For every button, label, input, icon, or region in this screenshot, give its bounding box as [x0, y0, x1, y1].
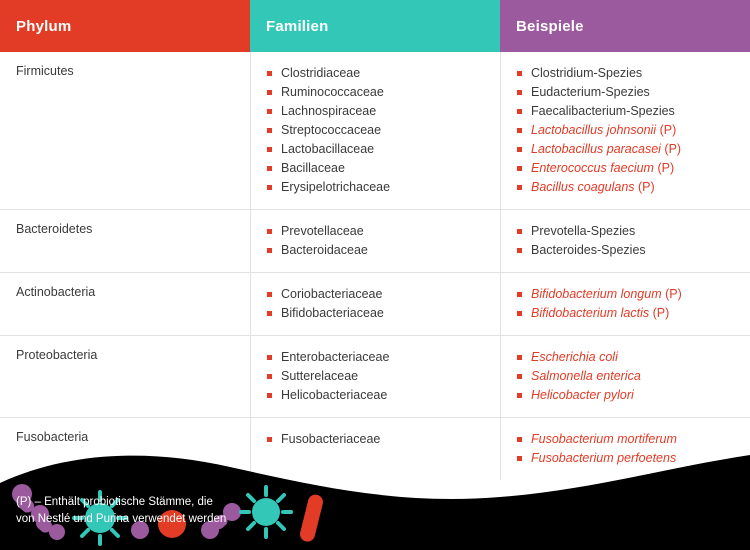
beispiel-label: Bifidobacterium lactis: [531, 306, 650, 320]
phylum-label: Bacteroidetes: [16, 222, 93, 236]
cell-phylum: [0, 210, 250, 272]
beispiel-label: Bacteroides-Spezies: [531, 243, 646, 257]
list-item: [267, 159, 492, 178]
header-cell-familien: [250, 0, 500, 52]
cell-familien: [250, 52, 500, 209]
list-item: [267, 178, 492, 197]
beispiel-suffix: (P): [649, 306, 670, 320]
bullet-icon: [517, 374, 522, 379]
familie-label: Lachnospiraceae: [281, 104, 377, 118]
phylum-label: Proteobacteria: [16, 348, 98, 362]
list-item: [267, 121, 492, 140]
bullet-icon: [267, 128, 272, 133]
bullet-icon: [267, 355, 272, 360]
bullet-icon: [517, 185, 522, 190]
footer-band: [0, 445, 750, 550]
familien-list: [267, 285, 492, 323]
bullet-icon: [517, 147, 522, 152]
familie-label: Fusobacteriaceae: [281, 432, 381, 446]
cell-beispiele: [500, 336, 750, 417]
bullet-icon: [517, 166, 522, 171]
table-row: [0, 336, 750, 418]
table-row: [0, 273, 750, 336]
bullet-icon: [517, 393, 522, 398]
phylum-label: Firmicutes: [16, 64, 74, 78]
table-body: [0, 52, 750, 480]
cell-phylum: [0, 52, 250, 209]
bullet-icon: [267, 311, 272, 316]
list-item: [267, 102, 492, 121]
beispiel-label: Escherichia coli: [531, 350, 618, 364]
cell-familien: [250, 336, 500, 417]
beispiel-suffix: (P): [634, 180, 655, 194]
familie-label: Clostridiaceae: [281, 66, 361, 80]
bullet-icon: [517, 128, 522, 133]
list-item: [517, 285, 742, 304]
bullet-icon: [267, 374, 272, 379]
cell-phylum: [0, 273, 250, 335]
familien-list: [267, 64, 492, 197]
phylum-label: Actinobacteria: [16, 285, 96, 299]
familie-label: Lactobacillaceae: [281, 142, 375, 156]
list-item: [267, 241, 492, 260]
bullet-icon: [517, 248, 522, 253]
list-item: [267, 348, 492, 367]
cell-familien: [250, 210, 500, 272]
beispiel-label: Faecalibacterium-Spezies: [531, 104, 675, 118]
bullet-icon: [267, 71, 272, 76]
list-item: [517, 304, 742, 323]
list-item: [267, 285, 492, 304]
familie-label: Helicobacteriaceae: [281, 388, 388, 402]
beispiel-suffix: (P): [661, 287, 682, 301]
list-item: [267, 64, 492, 83]
phylum-label: Fusobacteria: [16, 430, 89, 444]
beispiel-label: Eudacterium-Spezies: [531, 85, 650, 99]
table-header: [0, 0, 750, 52]
bullet-icon: [267, 292, 272, 297]
beispiel-label: Clostridium-Spezies: [531, 66, 643, 80]
cell-beispiele: [500, 52, 750, 209]
familie-label: Ruminococcaceae: [281, 85, 384, 99]
familie-label: Sutterelaceae: [281, 369, 359, 383]
cell-beispiele: [500, 210, 750, 272]
list-item: [517, 241, 742, 260]
familie-label: Bifidobacteriaceae: [281, 306, 384, 320]
beispiel-suffix: (P): [656, 123, 677, 137]
cell-beispiele: [500, 273, 750, 335]
list-item: [517, 121, 742, 140]
beispiel-label: Enterococcus faecium: [531, 161, 654, 175]
beispiele-list: [517, 64, 742, 197]
footnote-line-1: (P) – Enthält probiotische Stämme, die: [16, 496, 213, 508]
list-item: [517, 102, 742, 121]
bullet-icon: [517, 109, 522, 114]
list-item: [517, 348, 742, 367]
familie-label: Streptococcaceae: [281, 123, 382, 137]
list-item: [267, 83, 492, 102]
footnote: [16, 494, 316, 528]
bullet-icon: [517, 355, 522, 360]
beispiel-label: Lactobacillus paracasei: [531, 142, 661, 156]
beispiel-label: Salmonella enterica: [531, 369, 641, 383]
table-row: [0, 210, 750, 273]
list-item: [267, 222, 492, 241]
bullet-icon: [267, 229, 272, 234]
list-item: [517, 83, 742, 102]
beispiel-label: Fusobacterium perfoetens: [531, 451, 677, 465]
familie-label: Coriobacteriaceae: [281, 287, 383, 301]
list-item: [517, 386, 742, 405]
familie-label: Bacteroidaceae: [281, 243, 368, 257]
header-label-phylum: Phylum: [16, 17, 72, 35]
header-label-beispiele: Beispiele: [516, 17, 584, 35]
bullet-icon: [267, 437, 272, 442]
cell-phylum: [0, 336, 250, 417]
list-item: [517, 222, 742, 241]
bullet-icon: [267, 147, 272, 152]
list-item: [517, 159, 742, 178]
list-item: [267, 304, 492, 323]
list-item: [267, 367, 492, 386]
familie-label: Enterobacteriaceae: [281, 350, 390, 364]
table-row: [0, 52, 750, 210]
beispiele-list: [517, 285, 742, 323]
bullet-icon: [517, 311, 522, 316]
list-item: [517, 64, 742, 83]
bullet-icon: [267, 109, 272, 114]
bullet-icon: [267, 90, 272, 95]
beispiel-label: Prevotella-Spezies: [531, 224, 636, 238]
bullet-icon: [267, 248, 272, 253]
list-item: [517, 178, 742, 197]
header-label-familien: Familien: [266, 17, 329, 35]
list-item: [267, 140, 492, 159]
cell-familien: [250, 273, 500, 335]
familie-label: Bacillaceae: [281, 161, 345, 175]
bullet-icon: [517, 437, 522, 442]
familie-label: Erysipelotrichaceae: [281, 180, 391, 194]
list-item: [517, 367, 742, 386]
bullet-icon: [267, 393, 272, 398]
beispiele-list: [517, 222, 742, 260]
beispiel-label: Bacillus coagulans: [531, 180, 635, 194]
bullet-icon: [517, 292, 522, 297]
header-cell-beispiele: [500, 0, 750, 52]
familien-list: [267, 222, 492, 260]
familien-list: [267, 348, 492, 405]
bullet-icon: [517, 90, 522, 95]
list-item: [517, 140, 742, 159]
bullet-icon: [267, 166, 272, 171]
header-cell-phylum: [0, 0, 250, 52]
bullet-icon: [517, 71, 522, 76]
bullet-icon: [517, 229, 522, 234]
beispiele-list: [517, 348, 742, 405]
beispiel-suffix: (P): [653, 161, 675, 175]
beispiel-label: Helicobacter pylori: [531, 388, 634, 402]
beispiel-label: Fusobacterium mortiferum: [531, 432, 677, 446]
bullet-icon: [267, 185, 272, 190]
list-item: [267, 386, 492, 405]
beispiel-label: Bifidobacterium longum: [531, 287, 662, 301]
beispiel-suffix: (P): [660, 142, 682, 156]
familie-label: Prevotellaceae: [281, 224, 364, 238]
footnote-line-2: von Nestlé und Purina verwendet werden: [16, 513, 227, 525]
beispiel-label: Lactobacillus johnsonii: [531, 123, 657, 137]
